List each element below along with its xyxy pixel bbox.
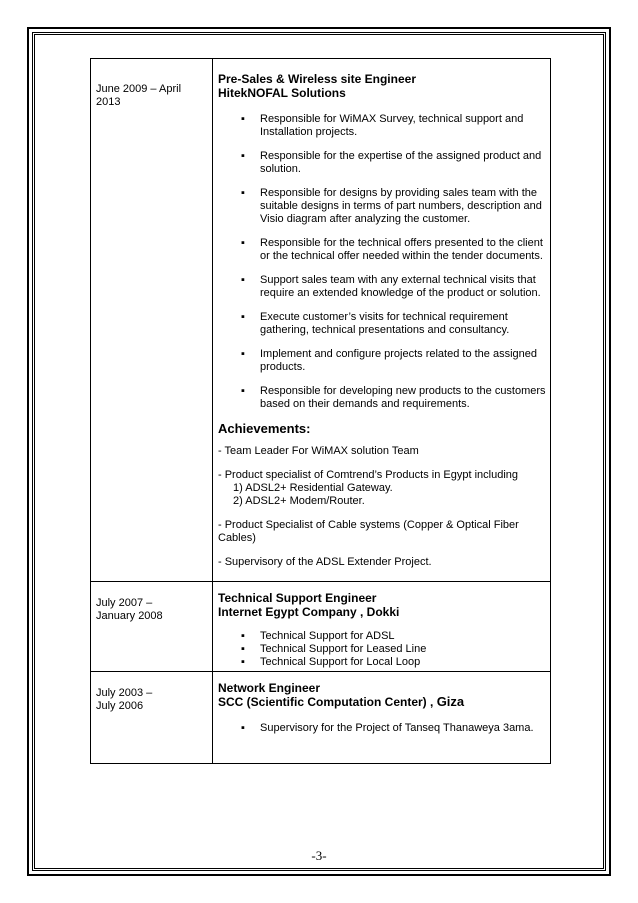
job-date [91, 59, 213, 582]
list-item: ▪ Responsible for WiMAX Survey, technical support and Installation projects. [218, 113, 546, 139]
experience-table [90, 58, 551, 764]
list-item: ▪ Support sales team with any external technical visits that require an extended knowledge of the product or solution. [218, 274, 546, 300]
job-company-city: Giza [436, 694, 465, 709]
job-details [213, 672, 551, 764]
job-company: HitekNOFAL Solutions [218, 86, 346, 100]
achievement-item: - Product Specialist of Cable systems (Copper & Optical Fiber Cables) [218, 519, 519, 544]
job-date-start: July 2003 – [96, 687, 153, 699]
job-date [91, 672, 213, 764]
job-company [218, 695, 546, 709]
list-item: ▪ Responsible for developing new products to the customers based on their demands and requirements. [218, 385, 546, 411]
job-date-end: July 2006 [96, 700, 144, 712]
job-row [91, 582, 551, 672]
job-title: Network Engineer [218, 681, 321, 695]
job-date [91, 582, 213, 672]
list-item: ▪ Execute customer’s visits for technical requirement gathering, technical presentations and consultancy. [218, 311, 546, 337]
list-item: ▪ Responsible for the expertise of the assigned product and solution. [218, 150, 546, 176]
list-item: ▪ Technical Support for Local Loop [218, 656, 546, 669]
achievement-item: - Team Leader For WiMAX solution Team [218, 445, 419, 457]
list-item: ▪ Supervisory for the Project of Tanseq Thanaweya 3ama. [218, 722, 546, 735]
achievement-subitem: 2) ADSL2+ Modem/Router. [233, 495, 365, 507]
achievement-item: - Product specialist of Comtrend’s Products in Egypt including [218, 469, 518, 481]
achievement-item: - Supervisory of the ADSL Extender Project. [218, 556, 432, 568]
list-item: ▪ Technical Support for Leased Line [218, 643, 546, 656]
job-responsibilities [218, 113, 546, 411]
job-date-end: January 2008 [96, 610, 163, 622]
job-title: Technical Support Engineer [218, 591, 377, 605]
job-company: Internet Egypt Company , Dokki [218, 605, 400, 619]
list-item: ▪ Responsible for the technical offers presented to the client or the technical offer needed within the tender documents. [218, 237, 546, 263]
job-date-start: July 2007 – [96, 597, 153, 609]
list-item: ▪ Responsible for designs by providing sales team with the suitable designs in terms of part numbers, description and Visio diagram after analyzing the customer. [218, 187, 546, 226]
achievements-heading: Achievements: [218, 421, 311, 436]
achievement-group [218, 469, 546, 508]
list-item: ▪ Technical Support for ADSL [218, 630, 546, 643]
achievement-subitem: 1) ADSL2+ Residential Gateway. [233, 482, 393, 494]
job-details [213, 582, 551, 672]
job-details [213, 59, 551, 582]
job-date-text: June 2009 – April 2013 [96, 83, 182, 108]
job-company-name: SCC (Scientific Computation Center) , [218, 695, 434, 709]
job-responsibilities [218, 630, 546, 669]
job-responsibilities [218, 722, 546, 735]
job-row [91, 59, 551, 582]
page-number: -3- [311, 848, 327, 863]
list-item: ▪ Implement and configure projects related to the assigned products. [218, 348, 546, 374]
job-title: Pre-Sales & Wireless site Engineer [218, 72, 416, 86]
job-row [91, 672, 551, 764]
